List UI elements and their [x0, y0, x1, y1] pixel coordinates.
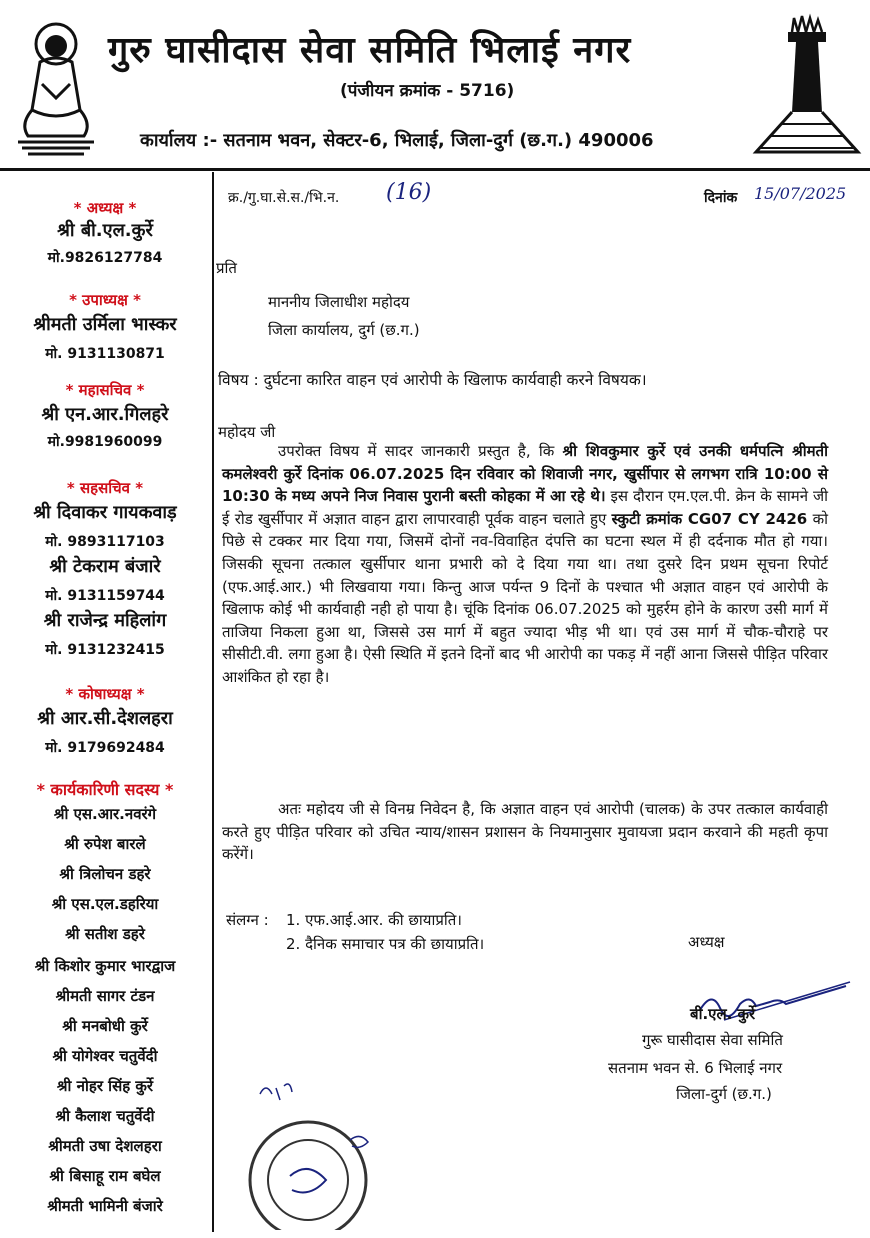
- executive-member: श्री मनबोधी कुर्रे: [62, 1017, 148, 1035]
- officer-mobile: मो.9826127784: [47, 250, 163, 266]
- signatory-org: गुरू घासीदास सेवा समिति: [642, 1031, 783, 1049]
- officer-role: * महासचिव *: [65, 381, 145, 399]
- executive-member: श्री बिसाहू राम बघेल: [49, 1167, 161, 1185]
- executive-member: श्री नोहर सिंह कुर्रे: [56, 1077, 154, 1095]
- executive-member: श्रीमती उषा देशलहरा: [48, 1137, 162, 1155]
- officer-name: श्री बी.एल.कुर्रे: [57, 220, 153, 241]
- officer-role: * अध्यक्ष *: [73, 199, 137, 217]
- officer-mobile: मो. 9131159744: [45, 588, 165, 604]
- officer-name: श्री एन.आर.गिलहरे: [41, 404, 169, 425]
- executive-member: श्री योगेश्वर चतुर्वेदी: [52, 1047, 158, 1065]
- officer-mobile: मो. 9179692484: [45, 740, 165, 756]
- executive-member: श्री एस.एल.डहरिया: [51, 895, 159, 913]
- officer-name: श्री आर.सी.देशलहरा: [37, 708, 173, 729]
- guru-ghasidas-logo-icon: [10, 14, 102, 162]
- signatory-address: जिला-दुर्ग (छ.ग.): [676, 1085, 772, 1103]
- officer-name: श्री टेकराम बंजारे: [49, 556, 161, 577]
- executive-member: श्रीमती सागर टंडन: [55, 987, 155, 1005]
- round-seal-stamp-icon: [240, 1080, 390, 1230]
- reference-number: (16): [386, 180, 432, 205]
- officer-name: श्री राजेन्द्र महिलांग: [43, 610, 167, 631]
- enclosure-label: संलग्न :: [226, 911, 269, 929]
- reference-prefix: क्र./गु.घा.से.स./भि.न.: [228, 190, 340, 206]
- salutation: महोदय जी: [218, 423, 276, 441]
- officer-role: * कोषाध्यक्ष *: [65, 685, 145, 703]
- recipient-line2: जिला कार्यालय, दुर्ग (छ.ग.): [268, 321, 420, 339]
- officer-mobile: मो.9981960099: [47, 434, 163, 450]
- executive-member: श्री रुपेश बारले: [64, 835, 146, 853]
- officer-role: * उपाध्यक्ष *: [69, 291, 141, 309]
- executive-member: श्री किशोर कुमार भारद्वाज: [34, 957, 176, 975]
- executive-member: श्री एस.आर.नवरंगे: [53, 805, 157, 823]
- registration-number: (पंजीयन क्रमांक - 5716): [340, 81, 515, 101]
- enclosure-item: 2. दैनिक समाचार पत्र की छायाप्रति।: [286, 935, 485, 953]
- signatory-address: सतनाम भवन से. 6 भिलाई नगर: [608, 1059, 783, 1077]
- jaitkham-tower-logo-icon: [752, 12, 862, 162]
- officer-name: श्री दिवाकर गायकवाड़: [33, 502, 177, 523]
- sidebar-divider: [212, 172, 214, 1232]
- officer-role: * सहसचिव *: [66, 479, 144, 497]
- signatory-title: अध्यक्ष: [688, 933, 725, 951]
- signatory-name: बी.एल. कुर्रे: [690, 1005, 756, 1023]
- officer-mobile: मो. 9131232415: [45, 642, 165, 658]
- header-divider: [0, 168, 870, 171]
- date-value: 15/07/2025: [754, 184, 847, 203]
- executive-member: श्री त्रिलोचन डहरे: [59, 865, 151, 883]
- executive-member: श्री कैलाश चतुर्वेदी: [55, 1107, 155, 1125]
- executive-heading: * कार्यकारिणी सदस्य *: [36, 780, 174, 799]
- officer-mobile: मो. 9893117103: [45, 534, 165, 550]
- recipient-line1: माननीय जिलाधीश महोदय: [268, 293, 410, 311]
- office-address: कार्यालय :- सतनाम भवन, सेक्टर-6, भिलाई, जिला-दुर्ग (छ.ग.) 490006: [140, 130, 654, 151]
- to-label: प्रति: [216, 259, 237, 277]
- enclosure-item: 1. एफ.आई.आर. की छायाप्रति।: [286, 911, 462, 929]
- date-label: दिनांक: [704, 190, 738, 206]
- officer-mobile: मो. 9131130871: [45, 346, 165, 362]
- letter-body-paragraph-2: अतः महोदय जी से विनम्र निवेदन है, कि अज्ञात वाहन एवं आरोपी (चालक) के उपर तत्काल कार्यवाही करते हुए पीड़ित परिवार को उचित न्याय/शासन प्रशासन के नियमानुसार मुवायजा प्रदान करवाने की महती कृपा करेंगें।: [222, 800, 828, 864]
- subject-line: विषय : दुर्घटना कारित वाहन एवं आरोपी के खिलाफ कार्यवाही करने विषयक।: [218, 371, 647, 389]
- officer-name: श्रीमती उर्मिला भास्कर: [33, 314, 177, 335]
- executive-member: श्रीमती भामिनी बंजारे: [47, 1197, 163, 1215]
- organization-name: गुरु घासीदास सेवा समिति भिलाई नगर: [108, 30, 632, 71]
- executive-member: श्री सतीश डहरे: [65, 925, 145, 943]
- letter-body-paragraph-1: उपरोक्त विषय में सादर जानकारी प्रस्तुत है, कि श्री शिवकुमार कुर्रे एवं उनकी धर्मपत्नि श्रीमती कमलेश्वरी कुर्रे दिनांक 06.07.2025 दिन रविवार को शिवाजी नगर, खुर्सीपार से लगभग रात्रि 10:00 से 10:30 के मध्य अपने निज निवास पुरानी बस्ती कोहका में आ रहे थे। इस दौरान एम.एल.पी. क्रेन के सामने जी ई रोड खुर्सीपार में अज्ञात वाहन द्वारा लापारवाही पूर्वक वाहन चलाते हुए स्कुटी क्रमांक CG07 CY 2426 को पिछे से टक्कर मार दिया गया, जिसमें दोनों नव-विवाहित दंपत्ति का घटना स्थल में ही दर्दनाक मौत हो गया। जिसकी सूचना तत्काल खुर्सीपार थाना प्रभारी को दे दिया गया था। तथा दुसरे दिन प्रथम सूचना रिपोर्ट (एफ.आई.आर.) भी लिखवाया गया। किन्तु आज पर्यन्त 9 दिनों के पश्चात भी अज्ञात वाहन एवं आरोपी के खिलाफ कोई भी कार्यवाही नही हो पाया है। चूंकि दिनांक 06.07.2025 को मुहर्रम होने के कारण उसी मार्ग में ताजिया निकला हुआ था, जिससे उस मार्ग में बहुत ज्यादा भीड़ भी था। एवं उस मार्ग में चौक-चौराहे पर सीसीटी.वी. लगा हुआ है। ऐसी स्थिति में इतने दिनों बाद भी आरोपी का पकड़ में नहीं आना जिससे पीड़ित परिवार आशंकित हो रहा है।: [222, 442, 829, 686]
